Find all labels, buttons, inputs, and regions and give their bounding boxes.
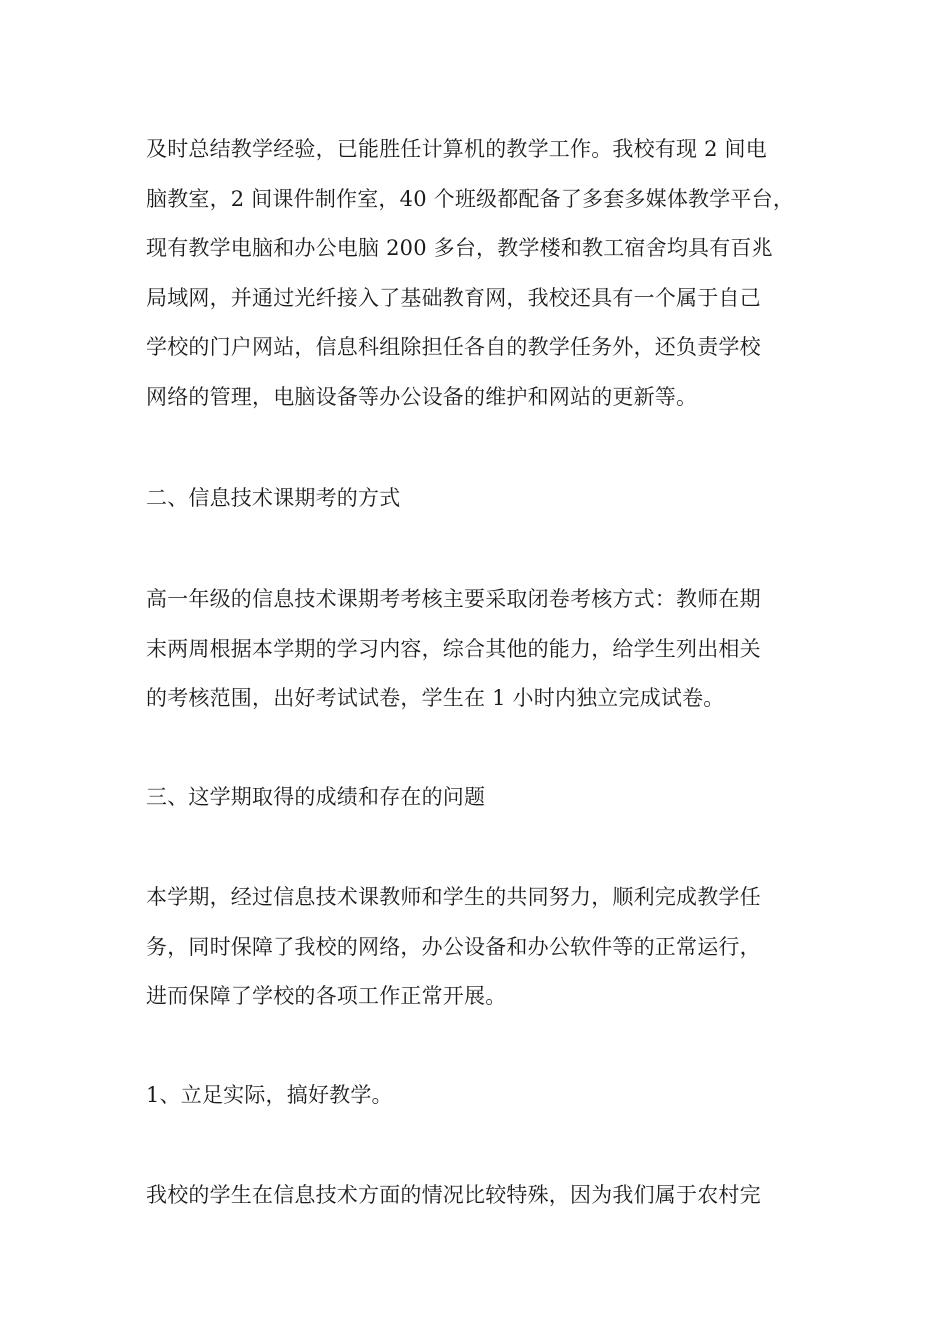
section-heading: 三、这学期取得的成绩和存在的问题 xyxy=(146,785,486,809)
section-heading-exam-method xyxy=(146,474,826,524)
paragraph-school-facilities xyxy=(146,125,826,422)
text-line: 本学期，经过信息技术课教师和学生的共同努力，顺利完成教学任 xyxy=(146,885,761,909)
subheading-teaching xyxy=(146,1071,826,1121)
text-line: 脑教室，2 间课件制作室，40 个班级都配备了多套多媒体教学平台， xyxy=(146,186,795,211)
paragraph-achievements xyxy=(146,873,826,1022)
text-line: 务，同时保障了我校的网络，办公设备和办公软件等的正常运行， xyxy=(146,934,761,959)
text-line: 学校的门户网站，信息科组除担任各自的教学任务外，还负责学校 xyxy=(146,335,761,359)
section-heading: 二、信息技术课期考的方式 xyxy=(146,486,401,510)
text-line: 高一年级的信息技术课期考考核主要采取闭卷考核方式：教师在期 xyxy=(146,587,761,611)
section-heading-achievements xyxy=(146,773,826,823)
text-line: 我校的学生在信息技术方面的情况比较特殊，因为我们属于农村完 xyxy=(146,1183,761,1207)
text-line: 局域网，并通过光纤接入了基础教育网，我校还具有一个属于自己 xyxy=(146,285,761,310)
text-line: 及时总结教学经验，已能胜任计算机的教学工作。我校有现 2 间电 xyxy=(146,137,767,161)
text-line: 现有教学电脑和办公电脑 200 多台，教学楼和教工宿舍均具有百兆 xyxy=(146,236,773,260)
text-line: 的考核范围，出好考试试卷，学生在 1 小时内独立完成试卷。 xyxy=(146,686,725,710)
subheading: 1、立足实际，搞好教学。 xyxy=(146,1083,393,1107)
text-line: 末两周根据本学期的学习内容，综合其他的能力，给学生列出相关 xyxy=(146,636,761,661)
text-line: 进而保障了学校的各项工作正常开展。 xyxy=(146,984,507,1008)
paragraph-students-situation xyxy=(146,1171,826,1221)
text-line: 网络的管理，电脑设备等办公设备的维护和网站的更新等。 xyxy=(146,384,698,409)
paragraph-exam-method xyxy=(146,575,826,724)
